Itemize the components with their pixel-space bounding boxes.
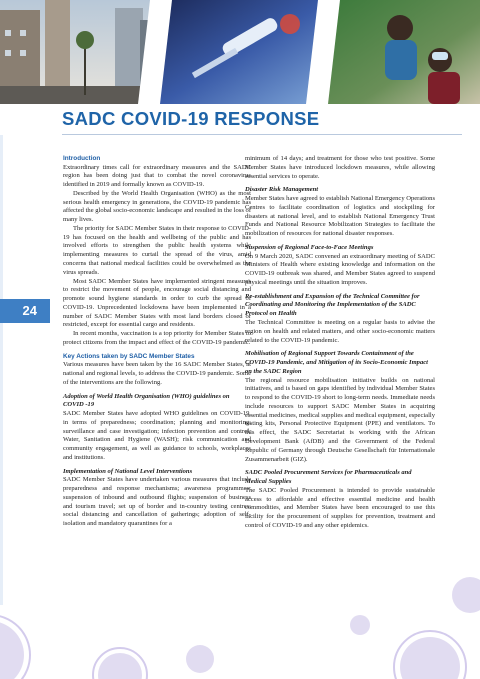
virus-decoration — [0, 555, 480, 679]
left-column — [63, 155, 251, 534]
section-heading: Suspension of Regional Face-to-Face Meetings — [245, 243, 374, 251]
section-heading: Key Actions taken by SADC Member States — [63, 352, 195, 360]
section-heading: Re-establishment and Expansion of the Technical Committee for Coordinating and Monitoring the Implementation of the SADC Protocol on Health — [245, 292, 420, 318]
section-heading: Introduction — [63, 155, 101, 162]
paragraph: On 9 March 2020, SADC convened an extraordinary meeting of SADC Ministers of Health where existing knowledge and information on the COVID-19 outbreak was shared, and Member States agreed to suspend physical meetings until the situation improves. — [245, 252, 435, 286]
paragraph: The SADC Pooled Procurement is intended to provide sustainable access to affordable and effective essential medicine and health commodities, and Member States have been encouraged to use this facility for the procurement of supplies for prevention, treatment and control of COVID-19 and any other epidemics. — [245, 486, 435, 529]
article-section — [63, 155, 251, 348]
article-section — [63, 468, 251, 529]
article-section — [245, 186, 435, 239]
header-banner — [0, 0, 480, 104]
paragraph: The priority for SADC Member States in their response to COVID-19 has focused on the health and wellbeing of the public and has involved efforts to strengthen the public health systems while implementing measures to curtail the spread of the virus, amid concerns that national medical facilities could be overwhelmed as the virus spreads. — [63, 224, 251, 276]
paragraph: Various measures have been taken by the 16 SADC Member States, at national and regional levels, to address the COVID-19 pandemic. Some of the interventions are the following. — [63, 361, 251, 386]
paragraph: Most SADC Member States have implemented stringent measures to restrict the movement of people, encourage social distancing and promote sound hygiene standards in order to curb the spread of COVID-19. Unprecedented lockdowns have been implemented in a number of SADC Member States with most land borders closed or restricted, except for essential cargo and residents. — [63, 277, 251, 329]
paragraph: Extraordinary times call for extraordinary measures and the SADC region has been doing just that to combat the novel coronavirus identified in 2019 and formally known as COVID-19. — [63, 163, 251, 189]
right-column — [245, 155, 435, 536]
section-heading: Mobilisation of Regional Support Towards Containment of the COVID-19 Pandemic, and Mitigation of its Socio-Economic Impact on the SADC Region — [245, 350, 428, 375]
article-section — [63, 393, 251, 463]
page-title: SADC COVID-19 RESPONSE — [62, 108, 320, 129]
paragraph: Member States have agreed to establish National Emergency Operations Centres to facilitate coordination of logistics and stockpiling for disasters at national level, and to establish National Emergency Trust Funds and National Resource Mobilization Strategies to facilitate the mobilization of resources for national disaster responses. — [245, 195, 435, 238]
section-heading: SADC Pooled Procurement Services for Pharmaceuticals and Medical Supplies — [245, 469, 412, 486]
paragraph: The regional resource mobilisation initiative builds on national initiatives, and is based on gaps identified by individual Member States to respond to the COVID-19 short to long-term needs. Immediate needs include resources to support SADC Member States in acquiring essential medicines, medical supplies and medical equipment, especially testing kits, Personal Protective Equipment (PPE) and ventilators. To this effect, the SADC Secretariat is working with the African Development Bank (AfDB) and the Government of the Federal Republic of Germany through Deutsche Gesellschaft für Internationale Zusammenarbeit (GIZ). — [245, 376, 435, 463]
vaccination-photo — [328, 0, 480, 104]
title-divider — [62, 134, 462, 135]
section-heading: Implementation of National Level Interventions — [63, 467, 193, 475]
paragraph: In recent months, vaccination is a top priority for Member States to protect citizens from the impact and effect of the COVID-19 pandemic. — [63, 330, 251, 346]
left-margin-stripe — [0, 135, 3, 605]
article-section — [245, 155, 435, 181]
paragraph: SADC Member States have adopted WHO guidelines on COVID-19, in terms of preparedness; coordination; planning and monitoring; surveillance and case investigation; infection prevention and control; Water, Sanitation and Hygiene (WASH); risk communication and community engagement, as well as guidance to schools, workplaces and institutions. — [63, 410, 251, 461]
page-number: 24 — [0, 299, 50, 323]
article-section — [245, 469, 435, 530]
article-section — [245, 350, 435, 464]
article-section — [63, 353, 251, 388]
article-section — [245, 244, 435, 288]
paragraph: The Technical Committee is meeting on a regular basis to advise the region on health and related matters, and other socio-economic matters related to the COVID-19 pandemic. — [245, 319, 435, 344]
paragraph: SADC Member States have undertaken various measures that include preparedness and response mechanisms; awareness programmes; suspension of inbound and outbound flights; suspension of business and tourism travel; set up of border and in-country testing centres; social distancing and cancellation of gatherings; adoption of self-isolation and mandatory quarantines for a — [63, 476, 251, 528]
city-street-photo — [0, 0, 160, 104]
vaccine-syringe-photo — [160, 0, 330, 104]
section-heading: Disaster Risk Management — [245, 186, 319, 194]
paragraph: minimum of 14 days; and treatment for those who test positive. Some Member States have introduced lockdown measures, while allowing essential services to operate. — [245, 155, 435, 180]
article-section — [245, 293, 435, 346]
section-heading: Adoption of World Health Organisation (WHO) guidelines on COVID -19 — [63, 392, 230, 409]
paragraph: Described by the World Health Organisation (WHO) as the most serious health emergency in generations, the COVID-19 pandemic has affected the global socio-economic landscape and resulted in the loss of many lives. — [63, 189, 251, 224]
